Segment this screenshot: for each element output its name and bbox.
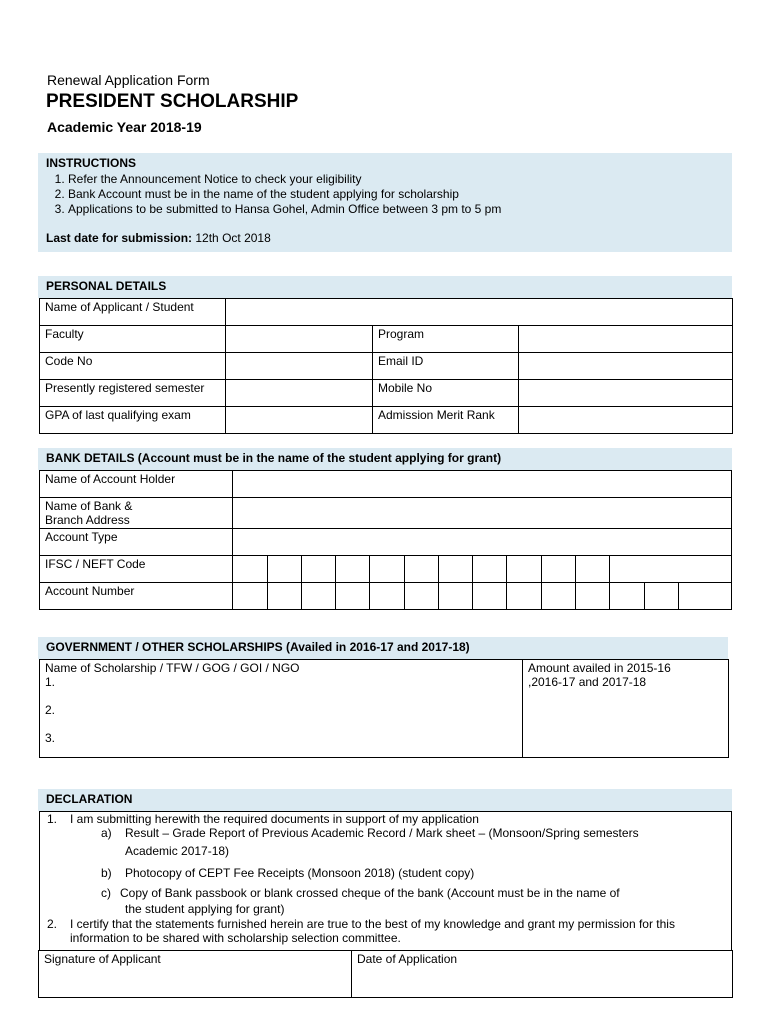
declaration-c-label: c): [101, 886, 111, 900]
declaration-a-line2: Academic 2017-18): [125, 844, 230, 858]
last-date: [46, 231, 724, 245]
ifsc-box[interactable]: [301, 556, 335, 583]
declaration-c-line1: Copy of Bank passbook or blank crossed cheque of the bank (Account must be in the name of: [120, 886, 620, 900]
declaration-item-2-line2: information to be shared with scholarship selection committee.: [70, 931, 401, 945]
semester-label: Presently registered semester: [40, 380, 226, 407]
declaration-item-2-line1: I certify that the statements furnished herein are true to the best of my knowledge and grant my permission for this: [70, 917, 675, 931]
account-number-box[interactable]: [404, 583, 438, 610]
account-type-field[interactable]: [233, 529, 732, 556]
scholarship-names-label: Name of Scholarship / TFW / GOG / GOI / NGO: [45, 661, 300, 675]
bank-details-heading: BANK DETAILS (Account must be in the name of the student applying for grant): [38, 448, 732, 470]
account-number-box[interactable]: [233, 583, 267, 610]
code-no-field[interactable]: [226, 353, 373, 380]
merit-rank-field[interactable]: [519, 407, 733, 434]
declaration-item-1: I am submitting herewith the required documents in support of my application: [70, 812, 479, 826]
applicant-name-field[interactable]: [226, 299, 733, 326]
ifsc-box[interactable]: [541, 556, 575, 583]
last-date-value: 12th Oct 2018: [195, 231, 271, 245]
faculty-field[interactable]: [226, 326, 373, 353]
account-holder-field[interactable]: [233, 471, 732, 498]
mobile-field[interactable]: [519, 380, 733, 407]
account-number-box[interactable]: [370, 583, 404, 610]
program-field[interactable]: [519, 326, 733, 353]
bank-details-table: [39, 470, 732, 610]
account-holder-label: Name of Account Holder: [40, 471, 233, 498]
bank-name-label: [40, 498, 233, 529]
declaration-table: [39, 811, 732, 951]
email-label: Email ID: [373, 353, 519, 380]
ifsc-box[interactable]: [507, 556, 541, 583]
instruction-item: 1. Refer the Announcement Notice to check your eligibility: [68, 172, 724, 187]
declaration-b-text: Photocopy of CEPT Fee Receipts (Monsoon 2018) (student copy): [125, 866, 475, 880]
declaration-a-label: a): [101, 826, 112, 840]
declaration-num-1: 1.: [47, 812, 58, 826]
account-number-label: Account Number: [40, 583, 233, 610]
account-number-box[interactable]: [610, 583, 644, 610]
govt-scholarships-heading: GOVERNMENT / OTHER SCHOLARSHIPS (Availed in 2016-17 and 2017-18): [38, 637, 728, 659]
ifsc-label: IFSC / NEFT Code: [40, 556, 233, 583]
ifsc-box[interactable]: [473, 556, 507, 583]
account-number-box[interactable]: [541, 583, 575, 610]
faculty-label: Faculty: [40, 326, 226, 353]
account-number-box[interactable]: [336, 583, 370, 610]
declaration-a-line1: Result – Grade Report of Previous Academic Record / Mark sheet – (Monsoon/Spring semesters: [125, 826, 639, 840]
govt-scholarships-table: [39, 659, 729, 758]
instructions-box: [38, 153, 732, 252]
signature-label: Signature of Applicant: [44, 952, 161, 966]
ifsc-box[interactable]: [370, 556, 404, 583]
code-no-label: Code No: [40, 353, 226, 380]
amount-availed-label-line1: Amount availed in 2015-16: [528, 661, 671, 675]
ifsc-box[interactable]: [267, 556, 301, 583]
scholarship-names-cell[interactable]: [40, 660, 523, 758]
account-number-box[interactable]: [438, 583, 472, 610]
account-number-box[interactable]: [473, 583, 507, 610]
account-number-box[interactable]: [301, 583, 335, 610]
declaration-num-2: 2.: [47, 917, 58, 931]
ifsc-remainder: [610, 556, 732, 583]
last-date-label: Last date for submission:: [46, 231, 193, 245]
mobile-label: Mobile No: [373, 380, 519, 407]
form-subtitle: Renewal Application Form: [47, 72, 210, 88]
gpa-field[interactable]: [226, 407, 373, 434]
ifsc-box[interactable]: [233, 556, 267, 583]
personal-details-table: [39, 298, 733, 434]
bank-name-label-line2: Branch Address: [45, 513, 130, 527]
ifsc-box[interactable]: [336, 556, 370, 583]
instructions-list: [46, 172, 724, 217]
gpa-label: GPA of last qualifying exam: [40, 407, 226, 434]
instructions-heading: INSTRUCTIONS: [46, 156, 136, 170]
account-type-label: Account Type: [40, 529, 233, 556]
account-number-box[interactable]: [267, 583, 301, 610]
personal-details-heading: PERSONAL DETAILS: [38, 276, 732, 298]
account-number-box[interactable]: [678, 583, 731, 610]
ifsc-box[interactable]: [438, 556, 472, 583]
signature-field[interactable]: [39, 951, 352, 998]
scholarship-item-1: 1.: [45, 675, 56, 689]
program-label: Program: [373, 326, 519, 353]
account-number-box[interactable]: [644, 583, 678, 610]
declaration-b-label: b): [101, 866, 112, 880]
amount-availed-cell[interactable]: [523, 660, 729, 758]
bank-name-field[interactable]: [233, 498, 732, 529]
merit-rank-label: Admission Merit Rank: [373, 407, 519, 434]
ifsc-box[interactable]: [576, 556, 610, 583]
declaration-body: [40, 812, 732, 951]
page-title: PRESIDENT SCHOLARSHIP: [46, 91, 299, 112]
scholarship-item-2: 2.: [45, 703, 56, 717]
instruction-item: 3. Applications to be submitted to Hansa Gohel, Admin Office between 3 pm to 5 pm: [68, 202, 724, 217]
date-field[interactable]: [352, 951, 733, 998]
amount-availed-label-line2: ,2016-17 and 2017-18: [528, 675, 647, 689]
declaration-c-line2: the student applying for grant): [125, 902, 285, 916]
semester-field[interactable]: [226, 380, 373, 407]
instruction-item: 2. Bank Account must be in the name of the student applying for scholarship: [68, 187, 724, 202]
date-label: Date of Application: [357, 952, 458, 966]
email-field[interactable]: [519, 353, 733, 380]
declaration-heading: DECLARATION: [38, 789, 732, 811]
applicant-name-label: Name of Applicant / Student: [40, 299, 226, 326]
scholarship-item-3: 3.: [45, 731, 56, 745]
academic-year: Academic Year 2018-19: [47, 119, 202, 135]
signature-table: [38, 950, 733, 998]
account-number-box[interactable]: [507, 583, 541, 610]
bank-name-label-line1: Name of Bank &: [45, 499, 133, 513]
ifsc-box[interactable]: [404, 556, 438, 583]
account-number-box[interactable]: [576, 583, 610, 610]
